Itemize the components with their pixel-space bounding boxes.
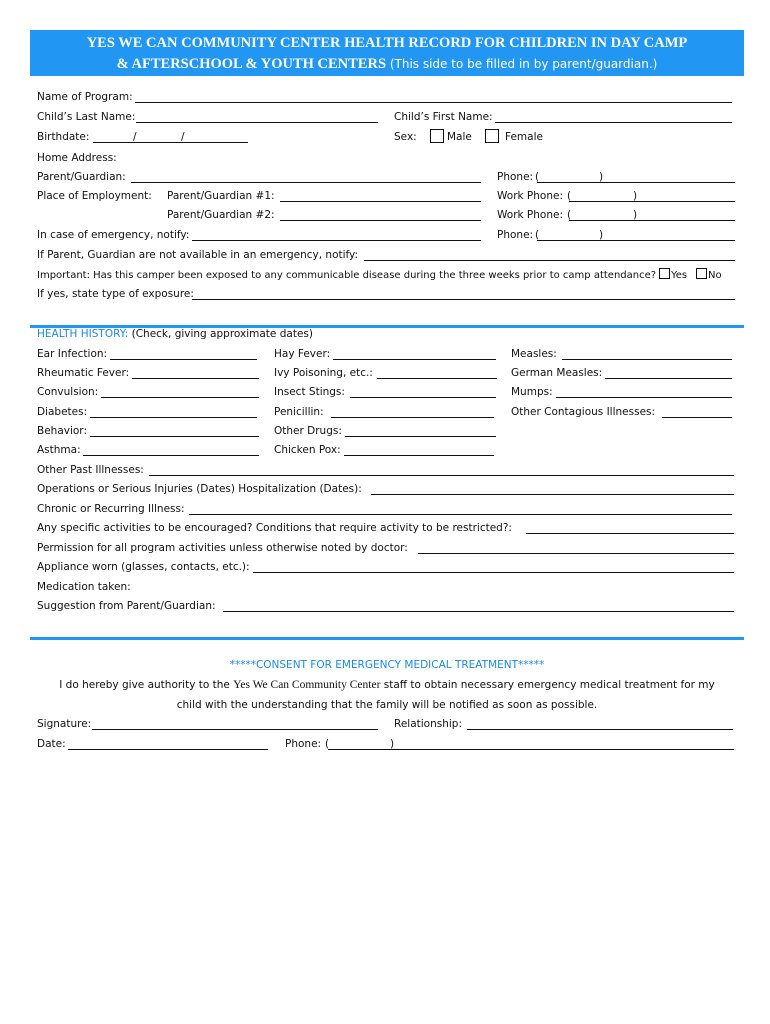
consent-title: *****CONSENT FOR EMERGENCY MEDICAL TREATMENT*****: [229, 659, 545, 671]
permission-field[interactable]: [418, 553, 734, 554]
activities-field[interactable]: [526, 533, 734, 534]
parent-guardian-label: Parent/Guardian:: [37, 171, 126, 183]
phone-paren-close: ): [599, 171, 604, 183]
chronic-label: Chronic or Recurring Illness:: [37, 503, 185, 515]
exposure-yes-label: Yes: [671, 270, 688, 281]
ivy-poisoning-label: Ivy Poisoning, etc.:: [274, 367, 373, 379]
signature-row: [37, 717, 737, 733]
work-phone-label-1: Work Phone:: [497, 190, 563, 202]
form-title-banner: [30, 30, 744, 76]
diabetes-label: Diabetes:: [37, 406, 88, 418]
work-phone-2-field[interactable]: [569, 220, 735, 221]
appliance-row: [37, 560, 737, 576]
consent-phone-paren-close: ): [390, 738, 395, 750]
guardian1-label: Parent/Guardian #1:: [167, 190, 275, 202]
suggestion-row: [37, 599, 737, 615]
first-name-label: Child’s First Name:: [394, 111, 493, 123]
health-history-heading-text: [37, 327, 313, 342]
other-contagious-label: Other Contagious Illnesses:: [511, 406, 656, 418]
exposure-yes-checkbox[interactable]: [659, 268, 670, 279]
medication-row: [37, 580, 737, 596]
exposure-type-row: [37, 287, 737, 303]
health-row-4: [37, 405, 737, 421]
convulsion-field[interactable]: [101, 397, 259, 398]
emergency-contact-field[interactable]: [192, 240, 481, 241]
german-measles-field[interactable]: [605, 378, 732, 379]
chronic-field[interactable]: [189, 514, 732, 515]
medication-label: Medication taken:: [37, 581, 131, 593]
health-row-3: [37, 385, 737, 401]
consent-phone-field[interactable]: [328, 749, 734, 750]
section-divider-consent: [30, 637, 744, 640]
last-name-label: Child’s Last Name:: [37, 111, 136, 123]
female-checkbox[interactable]: [485, 129, 499, 143]
other-past-row: [37, 463, 737, 479]
german-measles-label: German Measles:: [511, 367, 603, 379]
rheumatic-fever-field[interactable]: [132, 378, 259, 379]
mumps-field[interactable]: [556, 397, 732, 398]
ivy-poisoning-field[interactable]: [377, 378, 497, 379]
chicken-pox-field[interactable]: [344, 455, 494, 456]
home-address-row: [37, 151, 737, 167]
phone-field[interactable]: [537, 182, 735, 183]
exposure-type-field[interactable]: [192, 299, 735, 300]
employment-row-2: [37, 208, 737, 224]
work-phone-1-paren-open: (: [567, 190, 572, 202]
chronic-row: [37, 502, 737, 518]
female-label: Female: [505, 131, 543, 143]
exposure-question-row: [37, 268, 737, 284]
sex-label: Sex:: [394, 131, 417, 143]
birthdate-field[interactable]: [93, 142, 248, 143]
consent-text-b: staff to obtain necessary emergency medical treatment for my: [380, 679, 715, 691]
emergency-row: [37, 228, 737, 244]
suggestion-field[interactable]: [223, 611, 734, 612]
form-title-line2-serif: & AFTERSCHOOL & YOUTH CENTERS: [116, 56, 387, 72]
not-available-label: If Parent, Guardian are not available in an emergency, notify:: [37, 249, 359, 261]
form-title-note: (This side to be filled in by parent/guardian.): [386, 57, 658, 71]
penicillin-field[interactable]: [331, 417, 494, 418]
exposure-no-label: No: [708, 270, 722, 281]
program-field[interactable]: [135, 102, 732, 103]
last-name-field[interactable]: [136, 122, 378, 123]
health-row-5: [37, 424, 737, 440]
guardian2-employment-field[interactable]: [280, 220, 481, 221]
mumps-label: Mumps:: [511, 386, 553, 398]
measles-label: Measles:: [511, 348, 557, 360]
diabetes-field[interactable]: [90, 417, 257, 418]
health-history-heading: [37, 327, 737, 343]
health-history-subtitle: (Check, giving approximate dates): [128, 328, 313, 340]
health-row-1: [37, 347, 737, 363]
work-phone-2-paren-open: (: [567, 209, 572, 221]
male-label: Male: [447, 131, 472, 143]
permission-row: [37, 541, 737, 557]
phone-paren-open: (: [535, 171, 540, 183]
emergency-phone-field[interactable]: [537, 240, 735, 241]
not-available-row: [37, 248, 737, 264]
work-phone-1-paren-close: ): [633, 190, 638, 202]
date-field[interactable]: [68, 749, 268, 750]
parent-guardian-row: [37, 170, 737, 186]
consent-text-a: I do hereby give authority to the: [59, 679, 234, 691]
appliance-label: Appliance worn (glasses, contacts, etc.):: [37, 561, 250, 573]
birthdate-sex-row: [37, 130, 737, 146]
first-name-field[interactable]: [495, 122, 732, 123]
consent-text-line2: child with the understanding that the family will be notified as soon as possible.: [176, 699, 598, 711]
activities-label: Any specific activities to be encouraged? Conditions that require activity to be restricted?:: [37, 522, 512, 534]
date-label: Date:: [37, 738, 66, 750]
relationship-field[interactable]: [467, 729, 733, 730]
suggestion-label: Suggestion from Parent/Guardian:: [37, 600, 216, 612]
consent-phone-paren-open: (: [325, 738, 330, 750]
signature-label: Signature:: [37, 718, 92, 730]
exposure-question: Important: Has this camper been exposed to any communicable disease during the three weeks prior to camp attendance?: [37, 270, 657, 281]
child-name-row: [37, 110, 737, 126]
chicken-pox-label: Chicken Pox:: [274, 444, 341, 456]
emergency-label: In case of emergency, notify:: [37, 229, 190, 241]
male-checkbox[interactable]: [430, 129, 444, 143]
work-phone-label-2: Work Phone:: [497, 209, 563, 221]
birthdate-label: Birthdate:: [37, 131, 90, 143]
employment-row-1: [37, 189, 737, 205]
work-phone-1-field[interactable]: [569, 201, 735, 202]
health-row-6: [37, 443, 737, 459]
signature-field[interactable]: [92, 729, 378, 730]
behavior-field[interactable]: [90, 436, 259, 437]
ear-infection-label: Ear Infection:: [37, 348, 108, 360]
birthdate-slash-1: /: [133, 131, 137, 143]
work-phone-2-paren-close: ): [633, 209, 638, 221]
insect-stings-label: Insect Stings:: [274, 386, 345, 398]
hay-fever-field[interactable]: [333, 359, 496, 360]
date-phone-row: [37, 737, 737, 753]
home-address-label: Home Address:: [37, 152, 117, 164]
program-row: [37, 90, 737, 106]
place-employment-label: Place of Employment:: [37, 190, 152, 202]
behavior-label: Behavior:: [37, 425, 87, 437]
operations-field[interactable]: [371, 494, 734, 495]
emergency-phone-paren-open: (: [535, 229, 540, 241]
other-drugs-field[interactable]: [345, 436, 496, 437]
asthma-field[interactable]: [83, 455, 259, 456]
appliance-field[interactable]: [253, 572, 734, 573]
consent-center-name: Yes We Can Community Center: [233, 679, 381, 691]
other-drugs-label: Other Drugs:: [274, 425, 342, 437]
measles-field[interactable]: [562, 359, 732, 360]
other-past-label: Other Past Illnesses:: [37, 464, 144, 476]
convulsion-label: Convulsion:: [37, 386, 99, 398]
health-history-title: HEALTH HISTORY:: [37, 328, 129, 340]
emergency-phone-paren-close: ): [599, 229, 604, 241]
hay-fever-label: Hay Fever:: [274, 348, 331, 360]
other-past-field[interactable]: [149, 475, 734, 476]
rheumatic-fever-label: Rheumatic Fever:: [37, 367, 130, 379]
consent-phone-label: Phone:: [285, 738, 322, 750]
form-title-line2: [30, 54, 744, 74]
permission-label: Permission for all program activities unless otherwise noted by doctor:: [37, 542, 408, 554]
operations-label: Operations or Serious Injuries (Dates) Hospitalization (Dates):: [37, 483, 362, 495]
emergency-phone-label: Phone:: [497, 229, 534, 241]
exposure-type-label: If yes, state type of exposure:: [37, 288, 194, 300]
exposure-no-checkbox[interactable]: [696, 268, 707, 279]
consent-text-line1: [30, 678, 744, 693]
other-contagious-field[interactable]: [662, 417, 732, 418]
insect-stings-field[interactable]: [350, 397, 496, 398]
birthdate-slash-2: /: [181, 131, 185, 143]
penicillin-label: Penicillin:: [274, 406, 324, 418]
guardian2-label: Parent/Guardian #2:: [167, 209, 275, 221]
asthma-label: Asthma:: [37, 444, 81, 456]
form-title-line1: YES WE CAN COMMUNITY CENTER HEALTH RECORD FOR CHILDREN IN DAY CAMP: [86, 35, 688, 51]
health-row-2: [37, 366, 737, 382]
phone-label: Phone:: [497, 171, 534, 183]
parent-guardian-field[interactable]: [131, 182, 481, 183]
guardian1-employment-field[interactable]: [280, 201, 481, 202]
relationship-label: Relationship:: [394, 718, 462, 730]
operations-row: [37, 482, 737, 498]
program-label: Name of Program:: [37, 91, 133, 103]
not-available-field[interactable]: [364, 260, 735, 261]
activities-row: [37, 521, 737, 537]
ear-infection-field[interactable]: [110, 359, 257, 360]
